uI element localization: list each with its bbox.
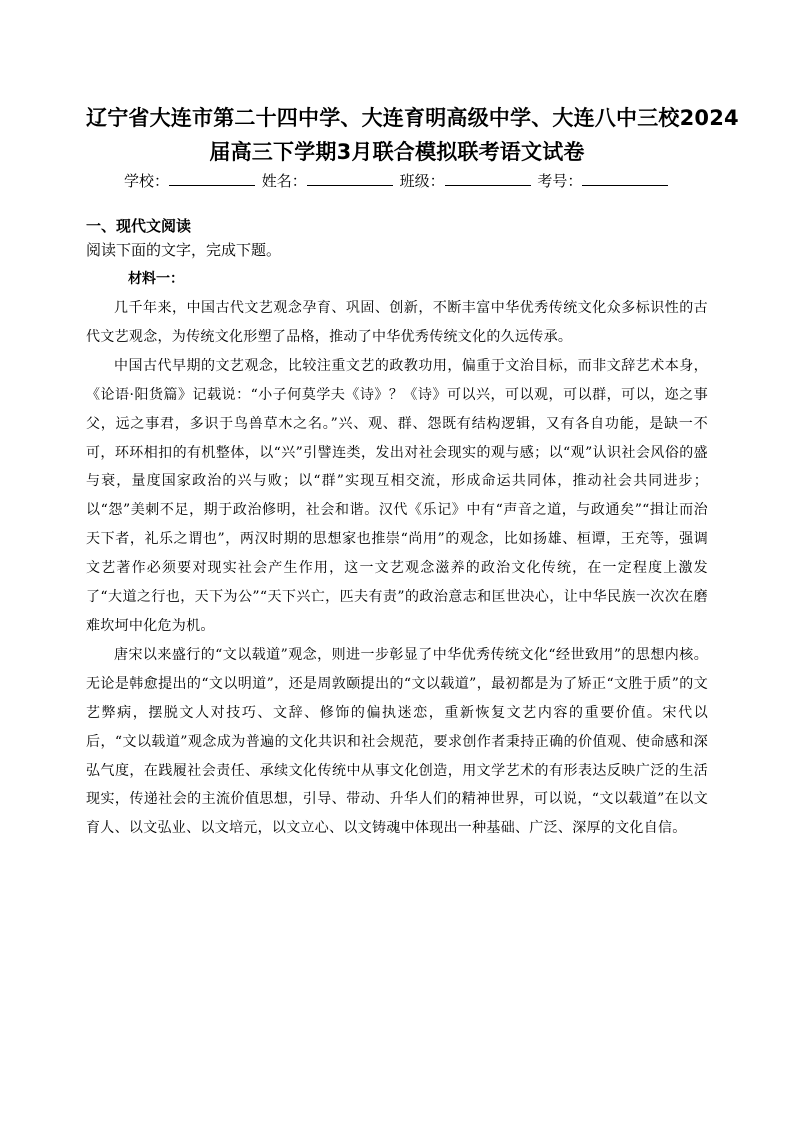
reading-instruction: 阅读下面的文字，完成下题。	[86, 241, 282, 259]
document-title-line-2: 届高三下学期3月联合模拟联考语文试卷	[209, 140, 585, 164]
class-label: 班级：	[399, 172, 445, 190]
section-heading: 一、现代文阅读	[86, 217, 192, 235]
passage-body	[86, 294, 708, 843]
paragraph: 中国古代早期的文艺观念，比较注重文艺的政教功用，偏重于文治目标，而非文辞艺术本身，《论语·阳货篇》记载说：“小子何莫学夫《诗》？《诗》可以兴，可以观，可以群，可以，迩之事父，远之事君，多识于鸟兽草木之名。”兴、观、群、怨既有结构逻辑，又有各自功能，是缺一不可，环环相扣的有机整体，以“兴”引譬连类，发出对社会现实的观与感；以“观”认识社会风俗的盛与衰，量度国家政治的兴与败；以“群”实现互相交流，形成命运共同体，推动社会共同进步；以“怨”美刺不足，期于政治修明，社会和谐。汉代《乐记》中有“声音之道，与政通矣”“揖让而治天下者，礼乐之谓也”，两汉时期的思想家也推崇“尚用”的观念，比如扬雄、桓谭，王充等，强调文艺著作必须要对现实社会产生作用，这一文艺观念滋养的政治文化传统，在一定程度上激发了“大道之行也，天下为公”“天下兴亡，匹夫有责”的政治意志和匡世决心，让中华民族一次次在磨难坎坷中化危为机。	[86, 357, 708, 634]
name-blank	[307, 171, 393, 186]
material-label: 材料一：	[128, 271, 184, 287]
exam-number-blank	[582, 171, 668, 186]
class-blank	[445, 171, 531, 186]
paragraph: 唐宋以来盛行的“文以载道”观念，则进一步彰显了中华优秀传统文化“经世致用”的思想内核。无论是韩愈提出的“文以明道”，还是周敦颐提出的“文以载道”，最初都是为了矫正“文胜于质”的文艺弊病，摆脱文人对技巧、文辞、修饰的偏执迷恋，重新恢复文艺内容的重要价值。宋代以后，“文以载道”观念成为普遍的文化共识和社会规范，要求创作者秉持正确的价值观、使命感和深弘气度，在践履社会责任、承续文化传统中从事文化创造，用文学艺术的有形表达反映广泛的生活现实，传递社会的主流价值思想，引导、带动、升华人们的精神世界，可以说，“文以载道”在以文育人、以文弘业、以文培元，以文立心、以文铸魂中体现出一种基础、广泛、深厚的文化自信。	[86, 646, 708, 837]
school-label: 学校：	[124, 172, 170, 190]
exam-number-label: 考号：	[537, 172, 583, 190]
document-title-line-1: 辽宁省大连市第二十四中学、大连育明高级中学、大连八中三校2024	[86, 106, 739, 130]
name-label: 姓名：	[261, 172, 307, 190]
student-info-row	[124, 171, 684, 191]
paragraph: 几千年来，中国古代文艺观念孕育、巩固、创新，不断丰富中华优秀传统文化众多标识性的古代文艺观念，为传统文化形塑了品格，推动了中华优秀传统文化的久远传承。	[86, 300, 708, 345]
school-blank	[169, 171, 255, 186]
